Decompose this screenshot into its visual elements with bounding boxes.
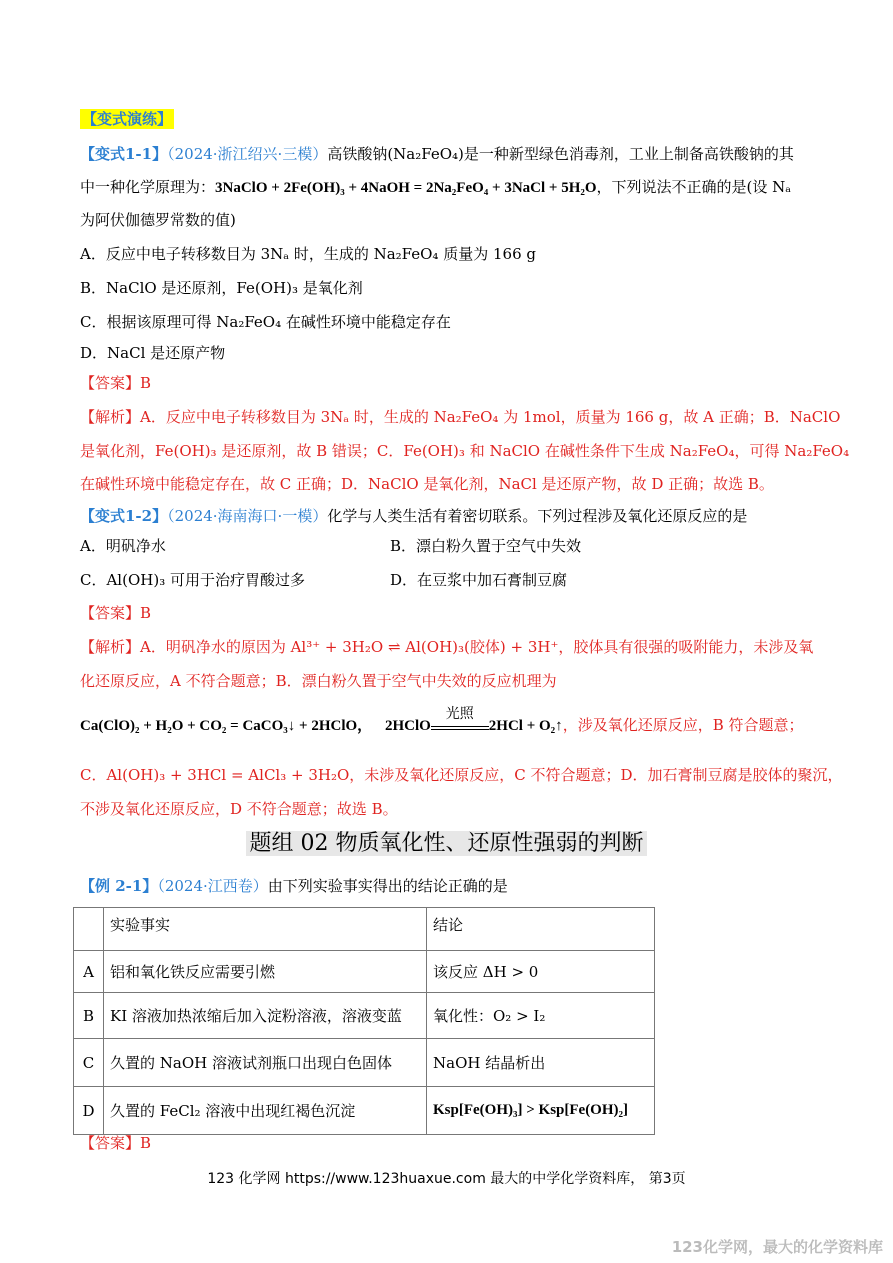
explanation-1-2-line-5: 不涉及氧化还原反应，D 不符合题意；故选 B。 xyxy=(80,800,398,818)
explanation-1-1-line-1: 【解析】A．反应中电子转移数目为 3Nₐ 时，生成的 Na₂FeO₄ 为 1mol，质量为 166 g，故 A 正确；B．NaClO xyxy=(80,408,841,426)
table-header-fact: 实验事实 xyxy=(104,908,427,951)
row-label: C xyxy=(74,1039,104,1087)
table-cell: NaOH 结晶析出 xyxy=(427,1039,655,1087)
explanation-1-2-line-1: 【解析】A．明矾净水的原因为 Al³⁺ + 3H₂O ⇌ Al(OH)₃(胶体) + 3H⁺，胶体具有很强的吸附能力，未涉及氧 xyxy=(80,638,814,656)
question-1-2-stem: 【变式1-2】（2024·海南海口·一模）化学与人类生活有着密切联系。下列过程涉及氧化还原反应的是 xyxy=(80,507,748,525)
explanation-1-1-line-3: 在碱性环境中能稳定存在，故 C 正确；D．NaClO 是氧化剂，NaCl 是还原产物，故 D 正确；故选 B。 xyxy=(80,475,774,493)
table-cell: KI 溶液加热浓缩后加入淀粉溶液，溶液变蓝 xyxy=(104,993,427,1039)
option-1-2-c: C．Al(OH)₃ 可用于治疗胃酸过多 xyxy=(80,571,305,589)
answer-2-1: 【答案】B xyxy=(80,1134,152,1152)
section-heading: 题组 02 物质氧化性、还原性强弱的判断 xyxy=(0,826,893,862)
explanation-1-2-line-3: Ca(ClO)₂ + H₂O + CO₂ = CaCO₃↓ + 2HClO， 2HClO 光照 2HCl + O₂↑，涉及氧化还原反应，B 符合题意； xyxy=(80,714,803,737)
row-label: A xyxy=(74,951,104,993)
table-header-blank xyxy=(74,908,104,951)
question-1-1-line-1: 【变式1-1】（2024·浙江绍兴·三模）高铁酸钠(Na₂FeO₄)是一种新型绿色消毒剂，工业上制备高铁酸钠的其 xyxy=(80,145,794,163)
question-1-1-line-3: 为阿伏伽德罗常数的值) xyxy=(80,211,236,229)
experiment-table xyxy=(73,907,655,1135)
explanation-1-2-line-2: 化还原反应，A 不符合题意；B．漂白粉久置于空气中失效的反应机理为 xyxy=(80,672,557,690)
option-1-1-d: D．NaCl 是还原产物 xyxy=(80,344,226,362)
option-1-1-b: B．NaClO 是还原剂，Fe(OH)₃ 是氧化剂 xyxy=(80,279,363,297)
option-1-2-b: B．漂白粉久置于空气中失效 xyxy=(390,537,582,555)
option-1-1-a: A．反应中电子转移数目为 3Nₐ 时，生成的 Na₂FeO₄ 质量为 166 g xyxy=(80,245,536,263)
example-2-1-stem: 【例 2-1】（2024·江西卷）由下列实验事实得出的结论正确的是 xyxy=(80,877,508,895)
answer-1-1: 【答案】B xyxy=(80,374,152,392)
table-cell: 久置的 NaOH 溶液试剂瓶口出现白色固体 xyxy=(104,1039,427,1087)
watermark: 123化学网，最大的化学资料库 xyxy=(671,1238,883,1256)
option-1-2-d: D．在豆浆中加石膏制豆腐 xyxy=(390,571,568,589)
table-cell: Ksp[Fe(OH)₃] > Ksp[Fe(OH)₂] xyxy=(427,1087,655,1135)
row-label: B xyxy=(74,993,104,1039)
light-condition: 光照 xyxy=(445,706,474,722)
table-cell: 氧化性：O₂ > I₂ xyxy=(427,993,655,1039)
table-header-conclusion: 结论 xyxy=(427,908,655,951)
answer-1-2: 【答案】B xyxy=(80,604,152,622)
page-footer: 123 化学网 https://www.123huaxue.com 最大的中学化学资料库， 第3页 xyxy=(207,1171,686,1187)
section-label: 【变式演练】 xyxy=(82,110,173,128)
explanation-1-2-line-4: C．Al(OH)₃ + 3HCl = AlCl₃ + 3H₂O，未涉及氧化还原反应，C 不符合题意；D．加石膏制豆腐是胶体的聚沉， xyxy=(80,766,843,784)
table-cell: 久置的 FeCl₂ 溶液中出现红褐色沉淀 xyxy=(104,1087,427,1135)
option-1-1-c: C．根据该原理可得 Na₂FeO₄ 在碱性环境中能稳定存在 xyxy=(80,313,451,331)
option-1-2-a: A．明矾净水 xyxy=(80,537,166,555)
explanation-1-1-line-2: 是氧化剂，Fe(OH)₃ 是还原剂，故 B 错误；C．Fe(OH)₃ 和 NaClO 在碱性条件下生成 Na₂FeO₄，可得 Na₂FeO₄ xyxy=(80,442,850,460)
question-1-1-line-2: 中一种化学原理为：3NaClO + 2Fe(OH)₃ + 4NaOH = 2Na₂FeO₄ + 3NaCl + 5H₂O，下列说法不正确的是(设 Nₐ xyxy=(80,178,792,196)
table-cell: 该反应 ΔH > 0 xyxy=(427,951,655,993)
row-label: D xyxy=(74,1087,104,1135)
table-cell: 铝和氧化铁反应需要引燃 xyxy=(104,951,427,993)
